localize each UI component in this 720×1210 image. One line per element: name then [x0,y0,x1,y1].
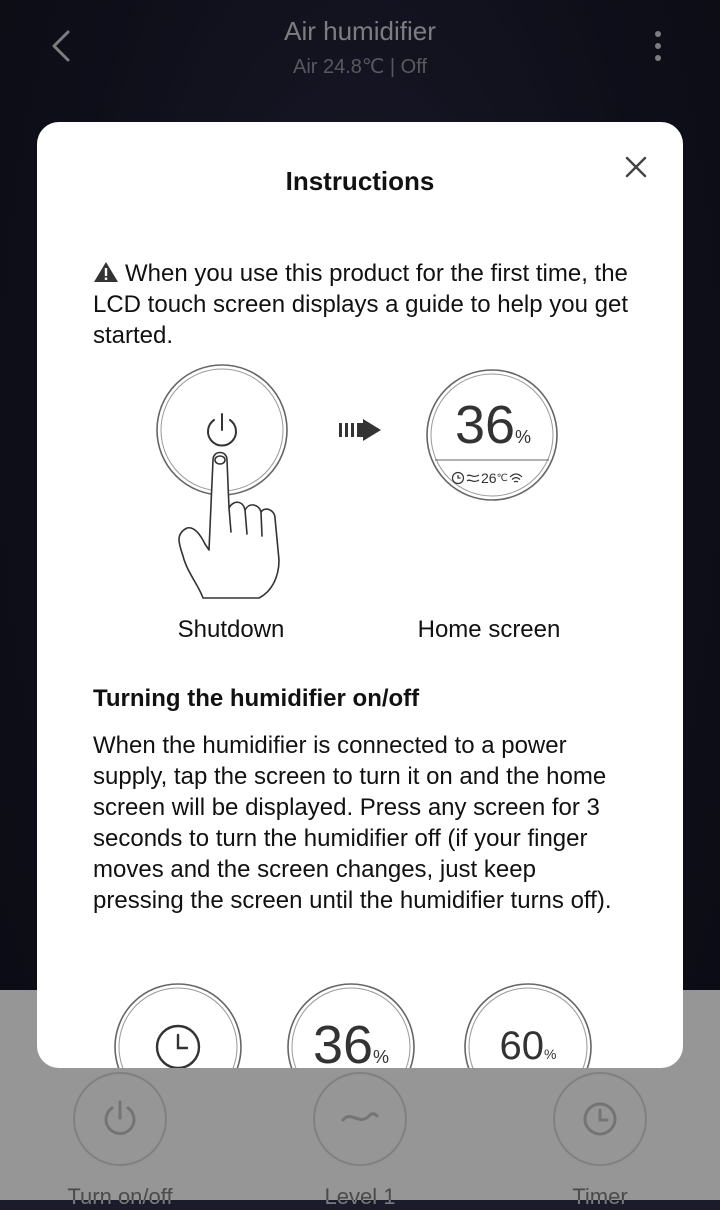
target-humidity-illustration [463,982,593,1068]
timer-screen-illustration [113,982,243,1068]
shutdown-caption: Shutdown [177,616,285,643]
timer-label: Timer [572,1184,628,1209]
clock-icon [154,1023,202,1068]
home-screen-illustration [425,368,559,502]
clock-icon [451,471,465,485]
intro-text: When you use this product for the first time, the LCD touch screen displays a guide to help you get started. [93,260,628,349]
mode-label: Level 1 [324,1184,396,1209]
intro-paragraph [93,258,633,351]
section-paragraph: When the humidifier is connected to a power supply, tap the screen to turn it on and the home screen will be displayed. Press any screen for 3 seconds to turn the humidifier off (if your finger moves and the screen changes, just keep pressing the screen until the humidifier turns off). [93,732,612,914]
home-screen-caption: Home screen [417,616,561,643]
humidity-value: 36 [454,395,516,455]
app-title: Air humidifier [284,16,436,46]
shutdown-illustration [147,360,307,600]
wifi-icon [508,471,524,485]
humidity-screen-illustration [286,982,416,1068]
humidity-value: 36 [312,1015,374,1068]
power-icon [208,414,236,445]
app-status: Air 24.8℃ | Off [292,56,427,78]
temperature-value: 26 [481,470,497,486]
target-humidity-unit: % [544,1046,557,1062]
temperature-unit: ℃ [496,472,508,484]
warning-icon [93,261,119,283]
target-humidity-value: 60 [499,1024,545,1068]
humidity-unit: % [515,427,532,447]
humidity-unit: % [373,1047,390,1067]
wave-icon [465,471,481,485]
section-title: Turning the humidifier on/off [93,685,420,712]
power-label: Turn on/off [67,1184,173,1209]
close-icon[interactable] [621,152,651,182]
modal-title: Instructions [285,166,435,196]
arrow-right-icon [337,418,383,442]
instructions-modal [37,122,683,1068]
